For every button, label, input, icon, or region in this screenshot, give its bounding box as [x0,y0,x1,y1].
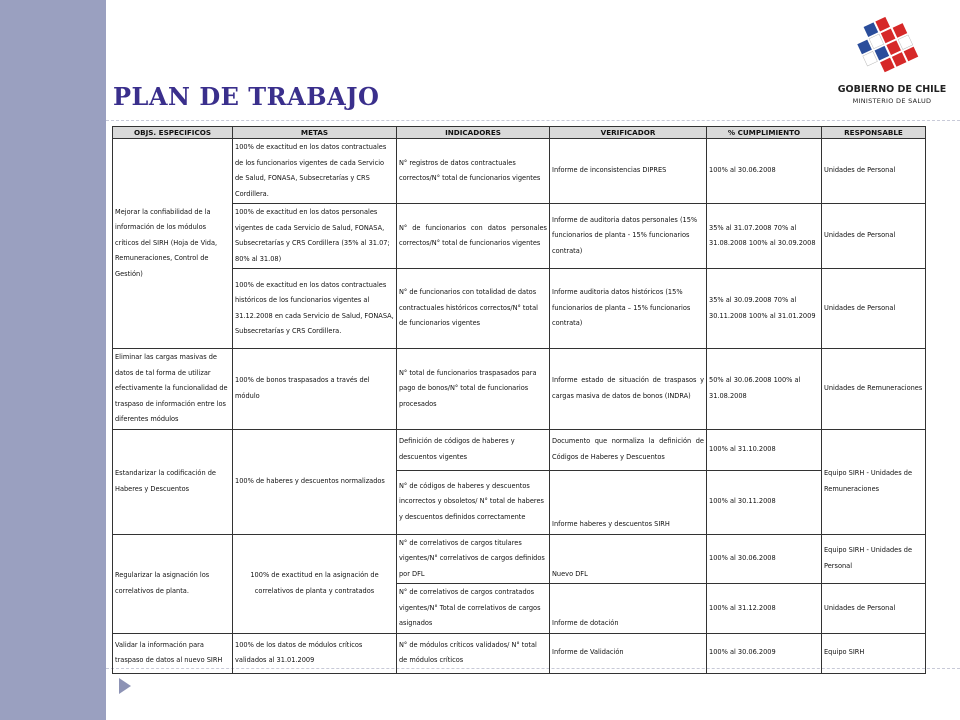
indicador-cell: N° registros de datos contractuales correctos/N° total de funcionarios vigentes [397,139,550,204]
indicador-cell: Definición de códigos de haberes y descuentos vigentes [397,429,550,470]
cumplimiento-cell: 100% al 30.06.2008 [707,534,822,584]
meta-cell: 100% de los datos de módulos críticos validados al 31.01.2009 [233,633,397,673]
cumplimiento-cell: 35% al 31.07.2008 70% al 31.08.2008 100% al 30.09.2008 [707,204,822,269]
work-plan-table [112,126,926,674]
cumplimiento-cell: 100% al 30.11.2008 [707,470,822,534]
responsable-cell: Unidades de Personal [822,269,926,349]
objetivo-cell: Mejorar la confiabilidad de la información de los módulos críticos del SIRH (Hoja de Vida, Remuneraciones, Control de Gestión) [113,139,233,349]
indicador-cell: N° de módulos críticos validados/ N° total de módulos críticos [397,633,550,673]
responsable-cell: Equipo SIRH - Unidades de Personal [822,534,926,584]
verificador-cell: Informe de Validación [550,633,707,673]
logo-text-ministerio: MINISTERIO DE SALUD [852,97,932,105]
indicador-cell: N° de funcionarios con datos personales correctos/N° total de funcionarios vigentes [397,204,550,269]
logo-text-gobierno: GOBIERNO DE CHILE [837,84,947,95]
header-verificador: VERIFICADOR [550,127,707,139]
verificador-cell: Informe de inconsistencias DIPRES [550,139,707,204]
verificador-cell: Documento que normaliza la definición de Códigos de Haberes y Descuentos [550,429,707,470]
table-row [113,269,926,349]
header-indicadores: INDICADORES [397,127,550,139]
meta-cell: 100% de exactitud en los datos personales vigentes de cada Servicio de Salud, FONASA, Subsecretarías y CRS Cordillera (35% al 31.07; 80% al 31.08) [233,204,397,269]
header-responsable: RESPONSABLE [822,127,926,139]
indicador-cell: N° total de funcionarios traspasados para pago de bonos/N° total de funcionarios procesados [397,349,550,430]
indicador-cell: N° de correlativos de cargos titulares vigentes/N° correlativos de cargos definidos por DFL [397,534,550,584]
objetivo-cell: Estandarizar la codificación de Haberes y Descuentos [113,429,233,534]
meta-cell: 100% de haberes y descuentos normalizados [233,429,397,534]
table-row [113,429,926,470]
verificador-cell: Informe de dotación [550,584,707,634]
objetivo-cell: Regularizar la asignación los correlativos de planta. [113,534,233,633]
objetivo-cell: Eliminar las cargas masivas de datos de tal forma de utilizar efectivamente la funcionalidad de traspaso de información entre los diferentes módulos [113,349,233,430]
verificador-cell: Informe estado de situación de traspasos y cargas masiva de datos de bonos (INDRA) [550,349,707,430]
table-row [113,204,926,269]
cumplimiento-cell: 35% al 30.09.2008 70% al 30.11.2008 100% al 31.01.2009 [707,269,822,349]
cumplimiento-cell: 100% al 30.06.2009 [707,633,822,673]
responsable-cell: Equipo SIRH [822,633,926,673]
header-metas: METAS [233,127,397,139]
verificador-cell: Informe de auditoria datos personales (15% funcionarios de planta - 15% funcionarios contrata) [550,204,707,269]
indicador-cell: N° de códigos de haberes y descuentos incorrectos y obsoletos/ N° total de haberes y descuentos definidos correctamente [397,470,550,534]
responsable-cell: Equipo SIRH - Unidades de Remuneraciones [822,429,926,534]
verificador-cell: Nuevo DFL [550,534,707,584]
responsable-cell: Unidades de Personal [822,204,926,269]
responsable-cell: Unidades de Personal [822,139,926,204]
cumplimiento-cell: 100% al 31.10.2008 [707,429,822,470]
table-row [113,633,926,673]
cumplimiento-cell: 50% al 30.06.2008 100% al 31.08.2008 [707,349,822,430]
meta-cell: 100% de bonos traspasados a través del módulo [233,349,397,430]
meta-cell: 100% de exactitud en los datos contractuales históricos de los funcionarios vigentes al 31.12.2008 en cada Servicio de Salud, FONASA, Subsecretarías y CRS Cordillera. [233,269,397,349]
cumplimiento-cell: 100% al 31.12.2008 [707,584,822,634]
slide-sidebar [0,0,106,720]
verificador-cell: Informe haberes y descuentos SIRH [550,470,707,534]
verificador-cell: Informe auditoria datos históricos (15% funcionarios de planta – 15% funcionarios contrata) [550,269,707,349]
table-row [113,139,926,204]
slide-title: PLAN DE TRABAJO [113,82,380,111]
triangle-arrow-icon [118,677,132,695]
indicador-cell: N° de correlativos de cargos contratados vigentes/N° Total de correlativos de cargos asignados [397,584,550,634]
table-row [113,534,926,584]
table-row [113,349,926,430]
responsable-cell: Unidades de Remuneraciones [822,349,926,430]
header-cumplimiento: % CUMPLIMIENTO [707,127,822,139]
indicador-cell: N° de funcionarios con totalidad de datos contractuales históricos correctos/N° total de funcionarios vigentes [397,269,550,349]
header-objetivos: OBJS. ESPECIFICOS [113,127,233,139]
responsable-cell: Unidades de Personal [822,584,926,634]
top-divider [106,120,960,121]
table-header-row [113,127,926,139]
cumplimiento-cell: 100% al 30.06.2008 [707,139,822,204]
objetivo-cell: Validar la información para traspaso de datos al nuevo SIRH [113,633,233,673]
meta-cell: 100% de exactitud en la asignación de correlativos de planta y contratados [233,534,397,633]
meta-cell: 100% de exactitud en los datos contractuales de los funcionarios vigentes de cada Servicio de Salud, FONASA, Subsecretarías y CRS Cordillera. [233,139,397,204]
